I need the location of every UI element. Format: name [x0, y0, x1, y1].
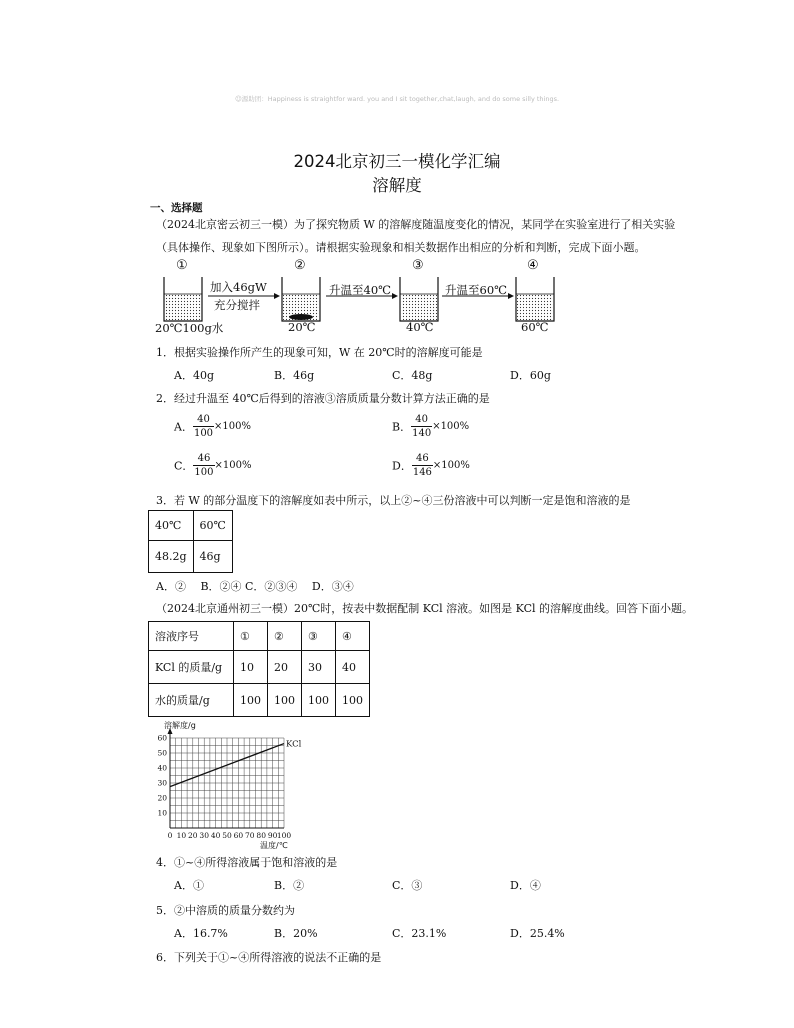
q4-stem: 4．①~④所得溶液属于饱和溶液的是	[156, 856, 338, 869]
q2-option-d	[392, 452, 470, 479]
page-title: 2024北京初三一模化学汇编	[293, 152, 501, 171]
q2-a-fraction	[193, 413, 214, 440]
table-cell: 100	[234, 684, 268, 717]
q2-b-fraction	[411, 413, 432, 440]
table-cell: 溶液序号	[149, 622, 234, 651]
q1-option-a: A．40g	[174, 369, 214, 382]
beaker-2	[282, 277, 320, 321]
y-tick-label: 10	[157, 808, 167, 818]
q2-stem: 2．经过升温至 40℃后得到的溶液③溶质质量分数计算方法正确的是	[156, 392, 490, 405]
x-tick-label: 40	[210, 831, 221, 840]
beaker-3	[400, 277, 438, 321]
q3-options: A．② B．②④ C．②③④ D．③④	[156, 580, 354, 593]
x-axis-label: 温度/℃	[260, 841, 288, 850]
arrow1-bottom-text: 充分搅拌	[214, 298, 260, 312]
q3-stem: 3．若 W 的部分温度下的溶解度如表中所示，以上②~④三份溶液中可以判断一定是饱和溶液的是	[156, 494, 631, 507]
q2-c-fraction	[193, 452, 214, 479]
y-tick-label: 50	[157, 748, 167, 758]
q1-option-b: B．46g	[274, 369, 315, 382]
q5-stem: 5．②中溶质的质量分数约为	[156, 904, 295, 917]
q2-a-den: 100	[193, 428, 214, 439]
table-row	[149, 541, 233, 573]
y-tick-label: 60	[157, 733, 167, 743]
table-cell: 100	[268, 684, 302, 717]
arrow2-text: 升温至40℃	[329, 283, 391, 297]
x-tick-label: 10	[176, 831, 187, 840]
intro2: （2024北京通州初三一模）20℃时，按表中数据配制 KCl 溶液。如图是 KCl 的溶解度曲线。回答下面小题。	[156, 602, 693, 615]
q6-stem: 6．下列关于①~④所得溶液的说法不正确的是	[156, 951, 382, 964]
q4-option-d: D．④	[510, 879, 541, 892]
q2-a-label: A．	[174, 420, 193, 434]
q3-solubility-table	[148, 510, 233, 573]
q2-option-a	[174, 413, 251, 440]
q5-option-d: D．25.4%	[510, 927, 565, 940]
section-heading: 一、选择题	[150, 202, 203, 214]
q2-c-label: C．	[174, 459, 194, 473]
table-row	[149, 684, 370, 717]
q5-option-c: C．23.1%	[392, 927, 447, 940]
intro1-line1: （2024北京密云初三一模）为了探究物质 W 的溶解度随温度变化的情况，某同学在实验室进行了相关实验	[156, 218, 676, 231]
table-row	[149, 651, 370, 684]
arrow3-text: 升温至60℃	[445, 283, 507, 297]
table-cell: ③	[302, 622, 336, 651]
q5-option-a: A．16.7%	[174, 927, 228, 940]
q2-b-tail: ×100%	[432, 421, 470, 432]
q2-d-tail: ×100%	[432, 460, 470, 471]
y-tick-label: 20	[157, 793, 167, 803]
table-cell: ④	[336, 622, 370, 651]
caption-1: 20℃100g水	[155, 321, 224, 335]
caption-2: 20℃	[288, 320, 316, 334]
beaker-label-2: ②	[294, 258, 306, 273]
q2-c-den: 100	[194, 467, 214, 478]
x-tick-label: 90	[267, 831, 278, 840]
beaker-label-1: ①	[176, 258, 188, 273]
page-subtitle: 溶解度	[372, 176, 422, 195]
q1-option-c: C．48g	[392, 369, 433, 382]
q5-option-b: B．20%	[274, 927, 318, 940]
x-tick-label: 50	[222, 831, 232, 840]
q4-option-a: A．①	[174, 879, 204, 892]
table-cell: 水的质量/g	[149, 684, 234, 717]
q2-a-tail: ×100%	[214, 421, 252, 432]
x-tick-label: 0	[167, 831, 173, 840]
q4-option-c: C．③	[392, 879, 423, 892]
beaker-1	[164, 277, 202, 321]
table-cell: 100	[302, 684, 336, 717]
beaker-label-3: ③	[412, 258, 424, 273]
q2-a-num: 40	[193, 413, 214, 427]
kcl-solubility-chart	[150, 718, 310, 850]
table-cell: ②	[268, 622, 302, 651]
q2-c-tail: ×100%	[214, 460, 252, 471]
table-row	[149, 622, 370, 651]
table-row	[149, 511, 233, 541]
x-tick-label: 100	[276, 831, 292, 840]
table-cell: 40℃	[149, 511, 194, 541]
table-cell: 20	[268, 651, 302, 684]
y-axis-label: 溶解度/g	[164, 721, 196, 730]
q4-option-b: B．②	[274, 879, 305, 892]
q2-b-label: B．	[392, 420, 412, 434]
q2-option-c	[174, 452, 251, 479]
table-cell: 48.2g	[149, 541, 194, 573]
x-tick-label: 80	[256, 831, 266, 840]
table-cell: ①	[234, 622, 268, 651]
table-cell: 100	[336, 684, 370, 717]
intro1-line2: （具体操作、现象如下图所示）。请根据实验现象和相关数据作出相应的分析和判断，完成下面小题。	[156, 241, 646, 254]
y-tick-label: 40	[157, 763, 167, 773]
q2-d-num: 46	[412, 452, 433, 466]
table-cell: 30	[302, 651, 336, 684]
x-tick-label: 20	[188, 831, 198, 840]
q2-option-b	[392, 413, 469, 440]
caption-4: 60℃	[521, 320, 549, 334]
table-cell: 60℃	[193, 511, 232, 541]
table-cell: 46g	[193, 541, 232, 573]
q2-b-num: 40	[411, 413, 432, 427]
caption-3: 40℃	[406, 320, 434, 334]
table-cell: KCl 的质量/g	[149, 651, 234, 684]
x-tick-label: 60	[233, 831, 244, 840]
beaker-label-4: ④	[527, 258, 539, 273]
series-label-kcl: KCl	[286, 739, 302, 750]
q2-d-fraction	[412, 452, 433, 479]
y-tick-label: 30	[157, 778, 167, 788]
arrow1-top-text: 加入46gW	[210, 280, 267, 294]
table-cell: 40	[336, 651, 370, 684]
beaker-4	[516, 277, 554, 321]
watermark: ☺源助团：Happiness is straightfor ward. you and I sit together,chat,laugh, and do some silly things.	[234, 95, 560, 103]
q2-d-label: D．	[392, 459, 412, 473]
kcl-table	[148, 621, 370, 717]
x-tick-label: 70	[245, 831, 255, 840]
x-tick-label: 30	[199, 831, 209, 840]
table-cell: 10	[234, 651, 268, 684]
q2-d-den: 146	[412, 467, 432, 478]
q2-c-num: 46	[193, 452, 214, 466]
q1-option-d: D．60g	[510, 369, 551, 382]
q1-stem: 1．根据实验操作所产生的现象可知，W 在 20℃时的溶解度可能是	[156, 346, 483, 359]
q2-b-den: 140	[412, 428, 432, 439]
